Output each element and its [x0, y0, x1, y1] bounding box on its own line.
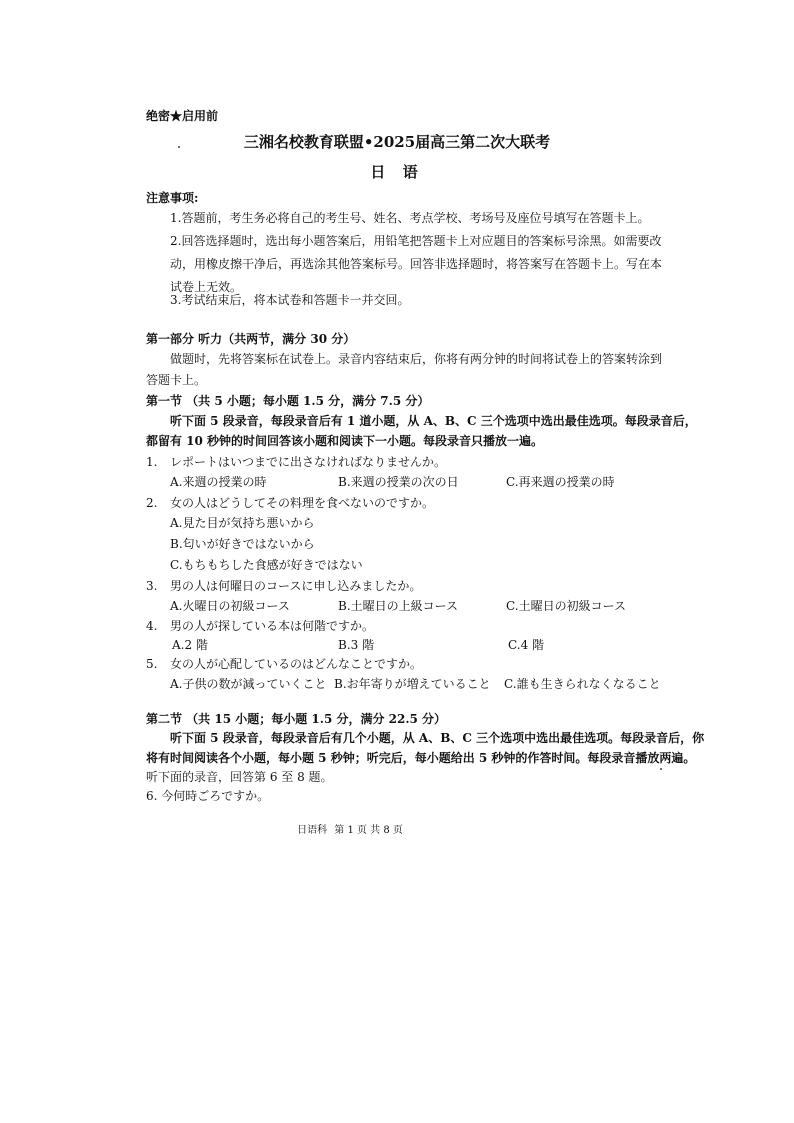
option-c: C.4 階 — [508, 638, 545, 652]
question-number: 1. — [146, 455, 158, 469]
scan-speck — [660, 768, 662, 770]
question-text: レポートはいつまでに出さなければなりませんか。 — [170, 455, 447, 469]
footer-subject: 日语科 — [297, 825, 328, 836]
part1-intro-line-1: 做题时，先将答案标在试卷上。录音内容结束后，你将有两分钟的时间将试卷上的答案转涂到 — [170, 352, 663, 366]
section2-instruction-line-1: 听下面 5 段录音，每段录音后有几个小题，从 A、B、C 三个选项中选出最佳选项。每段录音后，你 — [170, 731, 705, 745]
question-number: 3. — [146, 579, 158, 593]
note-item-1: 1.答题前，考生务必将自己的考生号、姓名、考点学校、考场号及座位号填写在答题卡上。 — [170, 211, 650, 225]
section2-instruction-line-2: 将有时间阅读各个小题，每小题 5 秒钟；听完后，每小题给出 5 秒钟的作答时间。每段录音播放两遍。 — [146, 751, 696, 765]
question-text: 女の人が心配しているのはどんなことですか。 — [170, 657, 423, 671]
option-b: B.お年寄りが増えていること — [334, 677, 491, 691]
option-a: A.来週の授業の時 — [170, 475, 267, 489]
option-a: A.見た目が気持ち悪いから — [170, 516, 315, 530]
option-c: C.土曜日の初級コース — [506, 599, 626, 613]
confidential-label: 绝密★启用前 — [146, 109, 219, 123]
option-b: B.3 階 — [338, 638, 375, 652]
question-text: 男の人は何曜日のコースに申し込みましたか。 — [170, 579, 422, 593]
option-c: C.もちもちした食感が好きではない — [170, 558, 363, 572]
part1-intro-line-2: 答题卡上。 — [146, 373, 207, 387]
question-6-text: 6. 今何時ごろですか。 — [146, 789, 270, 803]
option-b: B.土曜日の上級コース — [338, 599, 459, 613]
part1-heading: 第一部分 听力（共两节，满分 30 分） — [146, 332, 356, 346]
option-c: C.再来週の授業の時 — [506, 475, 615, 489]
exam-title: 三湘名校教育联盟•2025届高三第二次大联考 — [243, 133, 551, 151]
section2-instruction-line-3: 听下面的录音，回答第 6 至 8 题。 — [146, 770, 333, 784]
subject-title: 日 语 — [370, 163, 424, 181]
footer-page-number: 第 1 页 共 8 页 — [334, 825, 403, 836]
note-item-3: 3.考试结束后，将本试卷和答题卡一并交回。 — [170, 293, 410, 307]
option-c: C.誰も生きられなくなること — [504, 677, 661, 691]
option-b: B.匂いが好きではないから — [170, 537, 315, 551]
section1-instruction-line-2: 都留有 10 秒钟的时间回答该小题和阅读下一小题。每段录音只播放一遍。 — [146, 434, 544, 448]
note-item-2-line-3: 试卷上无效。 — [170, 280, 243, 294]
note-item-2-line-2: 动，用橡皮擦干净后，再选涂其他答案标号。回答非选择题时，将答案写在答题卡上。写在本 — [170, 257, 663, 271]
note-item-2-line-1: 2.回答选择题时，选出每小题答案后，用铅笔把答题卡上对应题目的答案标号涂黑。如需要改 — [170, 234, 662, 248]
question-number: 2. — [146, 496, 158, 510]
option-b: B.来週の授業の次の日 — [338, 475, 459, 489]
question-text: 男の人が探している本は何階ですか。 — [170, 619, 375, 633]
option-a: A.火曜日の初級コース — [170, 599, 290, 613]
question-number: 4. — [146, 619, 158, 633]
section2-heading: 第二节 （共 15 小题；每小题 1.5 分，满分 22.5 分） — [146, 712, 447, 726]
notes-heading: 注意事项: — [146, 191, 199, 205]
option-a: A.子供の数が減っていくこと — [170, 677, 327, 691]
page-footer — [0, 824, 700, 838]
scan-speck — [178, 146, 180, 148]
option-a: A.2 階 — [172, 638, 208, 652]
section1-heading: 第一节 （共 5 小题；每小题 1.5 分，满分 7.5 分） — [146, 394, 430, 408]
question-text: 女の人はどうしてその料理を食べないのですか。 — [170, 496, 435, 510]
question-number: 5. — [146, 657, 158, 671]
section1-instruction-line-1: 听下面 5 段录音，每段录音后有 1 道小题，从 A、B、C 三个选项中选出最佳选项。每段录音后， — [170, 414, 697, 428]
